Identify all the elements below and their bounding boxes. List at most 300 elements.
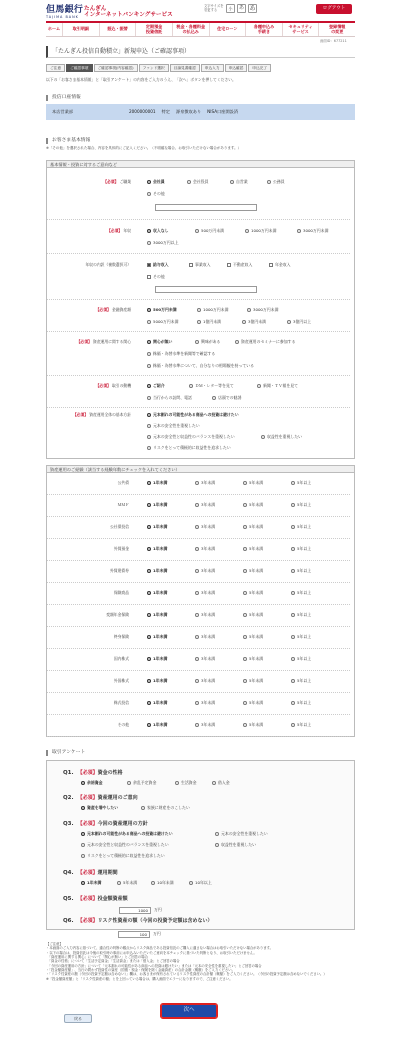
radio-icon (195, 229, 199, 233)
step-confirm: 申込確認 (225, 64, 248, 72)
experience-row-label: 公社債投信 (110, 524, 129, 529)
experience-period-option[interactable]: 1年未満 (147, 635, 167, 640)
experience-row (47, 583, 350, 605)
survey-q2: Q2. 【必須】資産運用のご意向 (63, 795, 138, 801)
experience-period-option[interactable]: 5年以上 (291, 547, 311, 552)
q3-option[interactable]: リスクをとって積極的に収益性を追求したい (81, 854, 165, 859)
experience-period-option[interactable]: 5年以上 (291, 701, 311, 706)
experience-period-option[interactable]: 5年未満 (243, 635, 263, 640)
experience-period-option[interactable]: 5年以上 (291, 679, 311, 684)
radio-icon (212, 781, 216, 785)
required-badge: 【必須】 (103, 179, 119, 184)
occupation-option[interactable]: 公務員 (267, 180, 285, 185)
radio-icon (81, 806, 85, 810)
experience-title: 資産運用のご経験（該当する経験年数にチェックを入れてください） (46, 465, 355, 473)
income-breakdown-option[interactable]: 不動産収入 (227, 263, 252, 268)
assets-option[interactable]: 3億円以上 (287, 320, 311, 325)
policy-option[interactable]: 収益性を重視したい (261, 435, 302, 440)
radio-icon (147, 352, 151, 356)
radio-icon (243, 613, 247, 617)
assets-label: 【必須】 金融資産額 (95, 307, 131, 312)
radio-icon (291, 723, 295, 727)
radio-icon (247, 308, 251, 312)
radio-icon (195, 591, 199, 595)
income-breakdown-option[interactable]: 年金収入 (269, 263, 291, 268)
experience-row (47, 627, 350, 649)
q2-option[interactable]: 家族に財産をのこしたい (141, 806, 190, 811)
income-row (47, 220, 350, 254)
q6-amount-input[interactable]: 100 (118, 931, 150, 938)
radio-icon (189, 384, 193, 388)
bank-logo[interactable]: 但馬銀行 (46, 5, 84, 15)
interest-row (47, 332, 350, 376)
q6-unit: 万円 (153, 931, 161, 936)
experience-period-option[interactable]: 5年以上 (291, 591, 311, 596)
radio-icon (147, 424, 151, 428)
experience-row (47, 517, 350, 539)
experience-period-option[interactable]: 3年未満 (195, 701, 215, 706)
experience-period-option[interactable]: 3年未満 (195, 635, 215, 640)
nav-transfer[interactable]: 振込・振替 (100, 23, 137, 36)
experience-row-label: ＭＭＦ (117, 502, 129, 507)
q4-option[interactable]: 5年未満 (117, 881, 137, 886)
step-input: 申込入力 (201, 64, 224, 72)
experience-row-label: 公共債 (117, 480, 129, 485)
radio-icon (117, 881, 121, 885)
experience-period-option[interactable]: 5年未満 (243, 591, 263, 596)
survey-q4: Q4. 【必須】運用期間 (63, 870, 118, 876)
experience-box (46, 473, 355, 737)
radio-icon (243, 503, 247, 507)
nav-deposit-funds[interactable]: 定期預金 投資信託 (136, 23, 173, 36)
q3-option[interactable]: 元本の安全性を重視したい (215, 832, 268, 837)
radio-icon (257, 384, 261, 388)
nav-payments[interactable]: 税金・各種料金 の払込み (173, 23, 210, 36)
experience-period-option[interactable]: 3年未満 (195, 613, 215, 618)
experience-period-option[interactable]: 5年以上 (291, 503, 311, 508)
radio-icon (291, 701, 295, 705)
account-type: 特定 (161, 109, 170, 115)
survey-q1: Q1. 【必須】資金の性格 (63, 770, 123, 776)
assets-option[interactable]: 500万円未満 (147, 308, 177, 313)
experience-period-option[interactable]: 3年未満 (195, 723, 215, 728)
q1-option[interactable]: 余裕資金 (81, 781, 103, 786)
radio-icon (291, 481, 295, 485)
radio-icon (147, 635, 151, 639)
step-fund-select: ファンド選択 (139, 64, 169, 72)
policy-option[interactable]: 元本の安全性と収益性のバランスを重視したい (147, 435, 235, 440)
income-option[interactable]: 500万円未満 (195, 229, 224, 234)
experience-row-label: 変額年金保険 (106, 612, 129, 617)
nav-registration[interactable]: 登録情報 の変更 (329, 23, 346, 34)
radio-icon (81, 854, 85, 858)
experience-period-option[interactable]: 1年未満 (147, 547, 167, 552)
q4-option[interactable]: 10年未満 (151, 881, 174, 886)
radio-icon (147, 481, 151, 485)
experience-period-option[interactable]: 1年未満 (147, 613, 167, 618)
radio-icon (291, 657, 295, 661)
experience-row (47, 605, 350, 627)
experience-period-option[interactable]: 5年未満 (243, 657, 263, 662)
occupation-row (47, 168, 350, 220)
experience-period-option[interactable]: 5年未満 (243, 701, 263, 706)
next-button[interactable]: 次へ (161, 1004, 217, 1018)
experience-row-label: その他 (117, 722, 129, 727)
radio-icon (291, 613, 295, 617)
radio-icon (147, 591, 151, 595)
radio-icon (287, 320, 291, 324)
survey-heading: 取引アンケート (46, 750, 85, 756)
radio-icon (243, 723, 247, 727)
radio-icon (147, 340, 151, 344)
q2-option[interactable]: 資産を増やしたい (81, 806, 118, 811)
survey-box (46, 760, 355, 930)
radio-icon (243, 701, 247, 705)
experience-row-label: 終身保険 (113, 634, 129, 639)
motive-option[interactable]: 新聞・ＴＶ報を見て (257, 384, 298, 389)
radio-icon (215, 832, 219, 836)
checkbox-icon (189, 263, 193, 267)
experience-row (47, 473, 350, 495)
income-option[interactable]: 3000万円未満 (297, 229, 328, 234)
income-breakdown-label: 年収の内訳（複数選択可） (85, 262, 131, 267)
service-name-line2: インターネットバンキングサービス (84, 12, 173, 18)
radio-icon (151, 881, 155, 885)
interest-label: 【必須】 資産運用に関する関心 (76, 339, 131, 344)
global-nav (46, 21, 355, 37)
policy-row (47, 408, 350, 459)
radio-icon (147, 503, 151, 507)
note-line: ・「投金額資産額」、当行の問わず投資性の資産（国債・預金・保険を除く金融資産）の合計金額（概額）をご入力ください。 (46, 968, 235, 973)
experience-row (47, 693, 350, 715)
experience-row-label: 株式投信 (113, 700, 129, 705)
experience-row (47, 539, 350, 561)
basic-info-section (46, 160, 355, 459)
interest-option[interactable]: 資産運用のセミナーに参加する (235, 340, 295, 345)
experience-period-option[interactable]: 5年以上 (291, 723, 311, 728)
experience-period-option[interactable]: 3年未満 (195, 503, 215, 508)
motive-option[interactable]: 当行からの訪問、電話 (147, 396, 192, 401)
account-number: 2000000001 (128, 109, 156, 115)
radio-icon (197, 308, 201, 312)
notes-block (46, 942, 355, 981)
interest-option[interactable]: 興味がある (195, 340, 220, 345)
q4-option[interactable]: 1年未満 (81, 881, 101, 886)
nav-security[interactable]: セキュリティ サービス (283, 23, 320, 36)
radio-icon (243, 635, 247, 639)
experience-period-option[interactable]: 3年未満 (195, 657, 215, 662)
page-title: 「たんぎん投信自動積立」新規申込（ご確認事項） (46, 46, 355, 58)
radio-icon (147, 613, 151, 617)
radio-icon (147, 435, 151, 439)
radio-icon (147, 229, 151, 233)
step-complete: 申込完了 (248, 64, 271, 72)
experience-row (47, 561, 350, 583)
radio-icon (195, 503, 199, 507)
step-notice: ご注意 (46, 64, 65, 72)
radio-icon (195, 547, 199, 551)
radio-icon (147, 384, 151, 388)
income-option[interactable]: 1000万円未満 (245, 229, 276, 234)
intro-text: 以下の「お客さま基本情報」と「取引アンケート」の内容をご入力のうえ、「次へ」ボタンを押してください。 (46, 77, 236, 82)
experience-period-option[interactable]: 1年未満 (147, 591, 167, 596)
experience-row (47, 671, 350, 693)
experience-period-option[interactable]: 1年未満 (147, 503, 167, 508)
radio-icon (147, 525, 151, 529)
experience-period-option[interactable]: 5年未満 (243, 481, 263, 486)
radio-icon (195, 635, 199, 639)
experience-period-option[interactable]: 3年未満 (195, 679, 215, 684)
experience-period-option[interactable]: 5年未満 (243, 613, 263, 618)
experience-period-option[interactable]: 5年以上 (291, 481, 311, 486)
motive-option[interactable]: ＤＭ・レター等を見て (189, 384, 234, 389)
radio-icon (147, 679, 151, 683)
radio-icon (195, 613, 199, 617)
occupation-label: 【必須】 ご職業 (103, 179, 131, 184)
radio-icon (147, 320, 151, 324)
note-line: ※「投金額資産額」と「リスク性資産の額」とを上回っている場合は、購入画面でエラーになりますので、ご注意ください。 (46, 976, 233, 981)
q3-option[interactable]: 元本の安全性と収益性のバランスを重視したい (81, 843, 169, 848)
radio-icon (235, 340, 239, 344)
service-name-line1: たんぎん (84, 6, 107, 12)
assets-option[interactable]: 3億円未満 (242, 320, 266, 325)
font-size-small-button[interactable]: 小 (226, 4, 235, 13)
checkbox-icon (147, 263, 151, 267)
radio-icon (291, 635, 295, 639)
occupation-option[interactable]: その他 (147, 192, 165, 197)
income-breakdown-row (47, 254, 350, 300)
radio-icon (147, 657, 151, 661)
income-breakdown-option[interactable]: 事業収入 (189, 263, 211, 268)
radio-icon (127, 781, 131, 785)
step-confirmation: ご確認事項 (66, 64, 92, 72)
radio-icon (230, 180, 234, 184)
policy-option[interactable]: 元本割れの可能性がある商品への投資は避けたい (147, 413, 239, 418)
radio-icon (261, 435, 265, 439)
radio-icon (297, 229, 301, 233)
radio-icon (147, 723, 151, 727)
experience-period-option[interactable]: 5年以上 (291, 657, 311, 662)
radio-icon (147, 192, 151, 196)
experience-row (47, 649, 350, 671)
screen-id: 画面ID：677211 (320, 39, 347, 43)
radio-icon (243, 547, 247, 551)
radio-icon (195, 481, 199, 485)
assets-option[interactable]: 3000万円未満 (247, 308, 278, 313)
radio-icon (175, 781, 179, 785)
experience-period-option[interactable]: 1年未満 (147, 679, 167, 684)
experience-row (47, 715, 350, 737)
radio-icon (147, 241, 151, 245)
income-breakdown-option[interactable]: 給与収入 (147, 263, 169, 268)
experience-row-label: 外貨預金 (113, 546, 129, 551)
experience-period-option[interactable]: 1年未満 (147, 481, 167, 486)
experience-row (47, 495, 350, 517)
font-size-label: 文字サイズを変更する (204, 4, 224, 12)
occupation-other-input[interactable] (155, 204, 257, 211)
nav-statements[interactable]: 取引明細 (63, 23, 100, 36)
assets-option[interactable]: 5000万円未満 (147, 320, 178, 325)
radio-icon (243, 591, 247, 595)
radio-icon (243, 569, 247, 573)
interest-option[interactable]: 株価・為替水準について、自分なりの相場観を持っている (147, 364, 254, 369)
account-info-heading: 投信口座情報 (46, 95, 81, 101)
back-button[interactable]: 戻る (64, 1014, 92, 1023)
radio-icon (291, 591, 295, 595)
radio-icon (147, 180, 151, 184)
note-line: 「資産運用に関する関心」について「関心が無い」とご回答の場合 (46, 955, 148, 960)
radio-icon (291, 525, 295, 529)
experience-period-option[interactable]: 1年未満 (147, 723, 167, 728)
radio-icon (147, 396, 151, 400)
q3-option[interactable]: 収益性を重視したい (215, 843, 256, 848)
experience-period-option[interactable]: 3年未満 (195, 569, 215, 574)
radio-icon (147, 413, 151, 417)
radio-icon (147, 446, 151, 450)
motive-row (47, 376, 350, 408)
radio-icon (212, 396, 216, 400)
basic-info-box (46, 168, 355, 459)
experience-period-option[interactable]: 5年以上 (291, 525, 311, 530)
interest-option[interactable]: 関心が無い (147, 340, 172, 345)
radio-icon (147, 364, 151, 368)
notes-heading: 【ご注意】 (46, 942, 63, 946)
radio-icon (147, 547, 151, 551)
experience-period-option[interactable]: 3年未満 (195, 591, 215, 596)
occupation-option[interactable]: 会社員 (147, 180, 165, 185)
policy-option[interactable]: 元本の安全性を重視したい (147, 424, 200, 429)
survey-q6: Q6. 【必須】リスク性資産の額（今回の投資予定額は含めない） (63, 918, 213, 924)
note-line: 「今回の資産運用の方針」について「元本割れの可能性がある商品への投資は避けたい」または「元本の安全性を重視したい」とご回答の場合 (46, 963, 262, 968)
experience-period-option[interactable]: 5年未満 (243, 503, 263, 508)
radio-icon (195, 723, 199, 727)
checkbox-icon (147, 275, 151, 279)
occupation-option[interactable]: 自営業 (230, 180, 248, 185)
income-option[interactable]: 収入なし (147, 229, 169, 234)
radio-icon (189, 881, 193, 885)
policy-option[interactable]: リスクをとって積極的に収益性を追求したい (147, 446, 231, 451)
income-option[interactable]: 3000万円以上 (147, 241, 178, 246)
q3-option[interactable]: 元本割れの可能性がある商品への投資は避けたい (81, 832, 173, 837)
customer-info-note: ※「その他」を選択された場合、内容を具体的にご記入ください。（不明確な場合、お取引いただけない場合があります。） (46, 146, 242, 150)
radio-icon (187, 180, 191, 184)
experience-period-option[interactable]: 1年未満 (147, 657, 167, 662)
step-indicator (46, 64, 296, 72)
experience-period-option[interactable]: 5年未満 (243, 723, 263, 728)
radio-icon (197, 320, 201, 324)
radio-icon (245, 229, 249, 233)
font-size-large-button[interactable]: あ (249, 5, 256, 12)
logout-button[interactable]: ログアウト (316, 4, 352, 14)
nav-home[interactable]: ホーム (46, 23, 63, 36)
nisa-status: NISA口座開設済 (207, 109, 239, 115)
motive-option[interactable]: 店頭での勧誘 (212, 396, 241, 401)
step-prospectus: 目論見書確認 (170, 64, 200, 72)
experience-period-option[interactable]: 3年未満 (195, 547, 215, 552)
account-info-box (46, 104, 355, 120)
font-size-medium-button[interactable]: あ (238, 5, 244, 11)
radio-icon (81, 881, 85, 885)
radio-icon (81, 832, 85, 836)
step-confirmation-review: ご確認事項(内容確認) (94, 64, 138, 72)
radio-icon (291, 569, 295, 573)
experience-period-option[interactable]: 5年未満 (243, 525, 263, 530)
radio-icon (81, 843, 85, 847)
radio-icon (215, 843, 219, 847)
experience-period-option[interactable]: 1年未満 (147, 569, 167, 574)
q5-amount-input[interactable]: 1000 (119, 907, 151, 914)
income-breakdown-option[interactable]: その他 (147, 275, 165, 280)
radio-icon (195, 657, 199, 661)
experience-period-option[interactable]: 5年未満 (243, 569, 263, 574)
motive-option[interactable]: ご紹介 (147, 384, 165, 389)
nav-housing-loan[interactable]: 住宅ローン (210, 23, 247, 36)
experience-period-option[interactable]: 5年未満 (243, 547, 263, 552)
experience-period-option[interactable]: 5年以上 (291, 635, 311, 640)
survey-q3: Q3. 【必須】今回の資産運用の方針 (63, 821, 148, 827)
income-other-input[interactable] (155, 286, 257, 293)
checkbox-icon (227, 263, 231, 267)
experience-row-label: 外貨建債券 (110, 568, 129, 573)
radio-icon (147, 308, 151, 312)
income-label: 【必須】 年収 (107, 228, 131, 233)
experience-period-option[interactable]: 1年未満 (147, 701, 167, 706)
experience-row-label: 保険商品 (113, 590, 129, 595)
experience-section (46, 465, 355, 737)
radio-icon (243, 525, 247, 529)
motive-label: 【必須】 取引の動機 (95, 383, 131, 388)
occupation-option[interactable]: 会社役員 (187, 180, 209, 185)
radio-icon (141, 806, 145, 810)
assets-option[interactable]: 1000万円未満 (197, 308, 228, 313)
radio-icon (195, 525, 199, 529)
experience-row-label: 国内株式 (113, 656, 129, 661)
radio-icon (195, 569, 199, 573)
q5-unit: 万円 (154, 907, 162, 912)
radio-icon (291, 547, 295, 551)
assets-option[interactable]: 1億円未満 (197, 320, 221, 325)
interest-option[interactable]: 株価・為替水準を新聞等で確認する (147, 352, 215, 357)
note-line: ・本画面のご入力内容に基づいて、適合性の判断の観点からリスク商品である投資信託のご購入に適さない場合はお取引いただけない場合があります。 (46, 946, 273, 951)
account-branch: 本店営業部 (52, 109, 73, 115)
experience-period-option[interactable]: 5年未満 (243, 679, 263, 684)
experience-period-option[interactable]: 5年以上 (291, 613, 311, 618)
checkbox-icon (269, 263, 273, 267)
q1-option[interactable]: 生活資金 (175, 781, 197, 786)
note-line: 「資金の性格」について「生活予定資金」「生活資金」または「借入金」とご回答の場合 (46, 959, 180, 964)
radio-icon (81, 781, 85, 785)
experience-period-option[interactable]: 1年未満 (147, 525, 167, 530)
assets-row (47, 300, 350, 332)
experience-row-label: 外国株式 (113, 678, 129, 683)
experience-period-option[interactable]: 3年未満 (195, 481, 215, 486)
customer-info-heading: お客さま基本情報 (46, 138, 90, 144)
radio-icon (267, 180, 271, 184)
survey-q5: Q5. 【必須】投金額資産額 (63, 896, 128, 902)
q1-option[interactable]: 余乱予定資金 (127, 781, 156, 786)
radio-icon (243, 657, 247, 661)
radio-icon (195, 701, 199, 705)
experience-period-option[interactable]: 3年未満 (195, 525, 215, 530)
experience-period-option[interactable]: 5年以上 (291, 569, 311, 574)
q1-option[interactable]: 借入金 (212, 781, 230, 786)
radio-icon (147, 701, 151, 705)
radio-icon (242, 320, 246, 324)
q4-option[interactable]: 10年以上 (189, 881, 212, 886)
nav-applications[interactable]: 各種申込み 手続き (246, 23, 283, 36)
radio-icon (243, 679, 247, 683)
basic-info-title: 基本情報・投資に対するご意向など (46, 160, 355, 168)
